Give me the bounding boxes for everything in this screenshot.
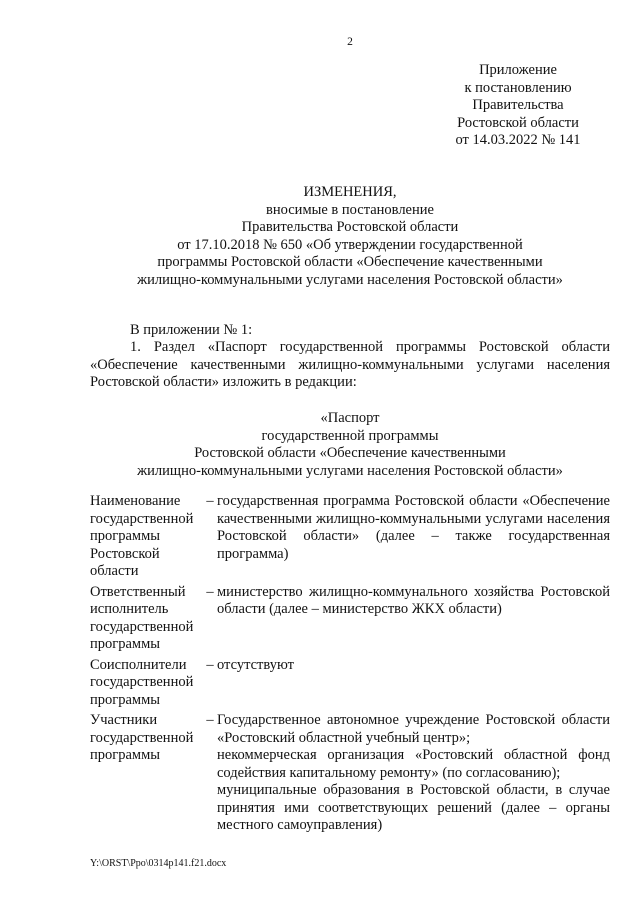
title-line: жилищно-коммунальными услугами населения Ростовской области» — [137, 271, 563, 288]
item-1-paragraph: 1. Раздел «Паспорт государственной программы Ростовской области «Обеспечение качественными жилищно-коммунальными услугами населения Ростовской области» изложить в редакции: — [90, 339, 610, 390]
appendix-block — [440, 62, 596, 150]
appendix-line: Ростовской области — [457, 114, 579, 131]
title-line: Правительства Ростовской области — [241, 219, 459, 235]
row-dash: – — [206, 712, 214, 728]
row-term: Участники государственной программы — [90, 712, 194, 763]
page-number: 2 — [347, 36, 353, 48]
row-term: Соисполнители государственной программы — [90, 656, 194, 708]
table-row — [90, 493, 610, 581]
participant-entry: муниципальные образования в Ростовской области, в случае принятия ими соответствующих решений (далее – органы местного самоуправления) — [217, 782, 610, 833]
document-title — [60, 184, 640, 289]
title-line: от 17.10.2018 № 650 «Об утверждении государственной — [177, 236, 523, 253]
title-line: вносимые в постановление — [266, 201, 434, 218]
row-term: Наименование государственной программы Ростовской области — [90, 493, 194, 579]
intro-paragraph: В приложении № 1: — [130, 322, 253, 338]
file-path-footer: Y:\ORST\Ppo\0314p141.f21.docx — [90, 858, 227, 869]
participant-entry: некоммерческая организация «Ростовский областной фонд содействия капитальному ремонту» (по согласованию); — [217, 747, 610, 781]
appendix-line: к постановлению — [464, 79, 572, 96]
table-row — [90, 581, 610, 654]
row-description — [217, 709, 610, 835]
row-dash: – — [206, 493, 214, 509]
row-dash: – — [206, 583, 214, 600]
passport-title-line: жилищно-коммунальными услугами населения Ростовской области» — [137, 462, 563, 479]
row-term: Ответственный исполнитель государственной программы — [90, 583, 194, 652]
row-dash: – — [206, 656, 214, 673]
title-heading: ИЗМЕНЕНИЯ, — [303, 184, 397, 200]
table-row — [90, 654, 610, 710]
appendix-line: от 14.03.2022 № 141 — [455, 132, 581, 148]
participant-entry: Государственное автономное учреждение Ростовской области «Ростовский областной учебный центр»; — [217, 712, 610, 746]
table-row — [90, 709, 610, 835]
row-description: министерство жилищно-коммунального хозяйства Ростовской области (далее – министерство ЖКХ области) — [217, 583, 610, 617]
appendix-line: Правительства — [472, 97, 564, 113]
passport-table — [90, 493, 610, 835]
row-description: отсутствуют — [217, 656, 294, 673]
passport-title-line: «Паспорт — [320, 410, 380, 426]
title-line: программы Ростовской области «Обеспечение качественными — [157, 254, 543, 270]
passport-title — [60, 410, 640, 480]
appendix-line: Приложение — [479, 62, 557, 78]
row-description: государственная программа Ростовской области «Обеспечение качественными жилищно-коммунальными услугами населения Ростовской области» (далее – также государственная программа) — [217, 493, 610, 562]
passport-title-line: государственной программы — [261, 427, 439, 444]
passport-title-line: Ростовской области «Обеспечение качественными — [194, 445, 506, 461]
